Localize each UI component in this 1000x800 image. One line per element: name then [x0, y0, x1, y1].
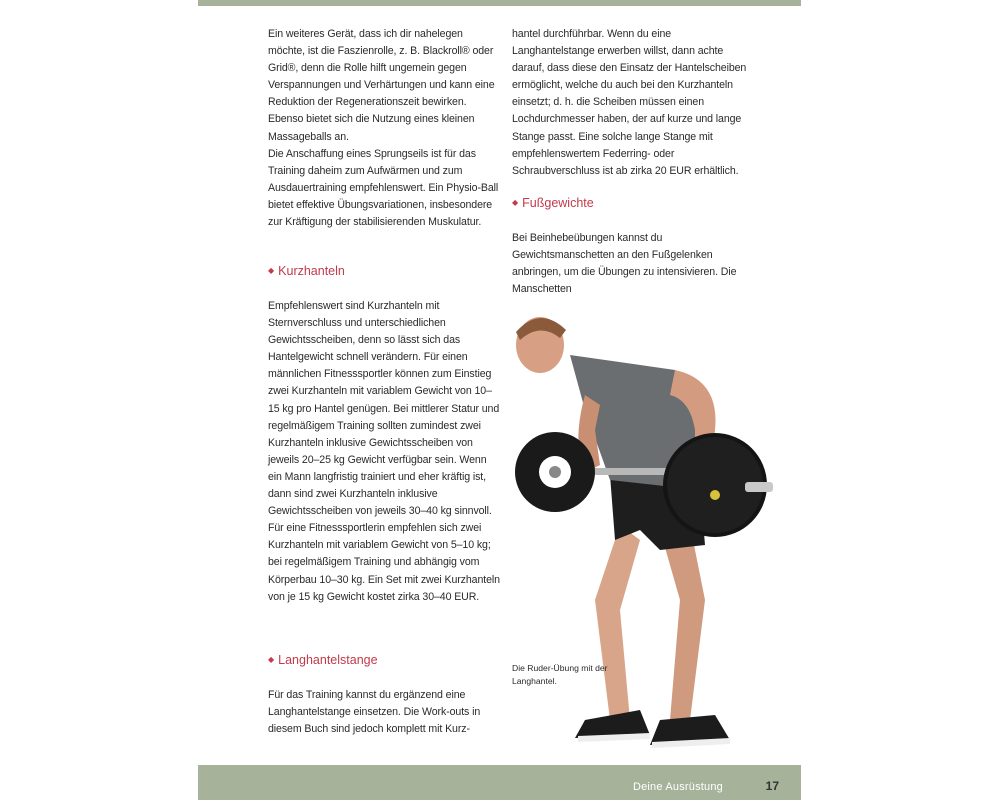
photo-caption: Die Ruder-Übung mit der Langhantel. [512, 663, 608, 686]
sprungseil-paragraph: Die Anschaffung eines Sprungseils ist für das Training daheim zum Aufwärmen und zum Ausdauertraining empfehlenswert. Ein Physio-Ball bietet effektive Übungsvariationen, insbesondere zur Kräftigung der stabilisierenden Muskulatur. [268, 147, 499, 229]
top-band [198, 0, 801, 6]
langhantel-continued-block [512, 26, 748, 180]
page-number: 17 [765, 779, 779, 793]
kurzhanteln-heading [268, 263, 345, 281]
langhantel-heading-label: Langhantelstange [278, 653, 378, 667]
langhantel-heading [268, 652, 378, 670]
langhantel-continued-paragraph: hantel durchführbar. Wenn du eine Langhantelstange erwerben willst, dann achte darauf, dass diese den Einsatz der Hantelscheiben ermöglicht, welche du auch bei den Kurzhanteln einsetzt; d. h. die Scheiben müssen einen Lochdurchmesser haben, der auf kurze und lange Stange passt. Eine solche lange Stange mit empfehlenswertem Federring- oder Schraubverschluss ist ab zirka 20 EUR erhältlich. [512, 28, 747, 177]
kurzhanteln-heading-label: Kurzhanteln [278, 264, 345, 278]
footer-band [198, 765, 801, 800]
fussgewichte-paragraph: Bei Beinhebeübungen kannst du Gewichtsmanschetten an den Fußgelenken anbringen, um die Übungen zu intensivieren. Die Manschetten [512, 232, 737, 296]
diamond-bullet-icon: ◆ [512, 198, 519, 207]
fussgewichte-heading-label: Fußgewichte [522, 196, 594, 210]
diamond-bullet-icon: ◆ [268, 655, 275, 664]
langhantel-paragraph: Für das Training kannst du ergänzend eine Langhantelstange einsetzen. Die Work-outs in diesem Buch sind jedoch komplett mit Kurz- [268, 689, 481, 736]
footer-section-label: Deine Ausrüstung [632, 781, 723, 793]
kurzhanteln-text-block [268, 298, 500, 606]
fussgewichte-heading [512, 195, 594, 213]
langhantel-text-block [268, 687, 500, 738]
faszienrolle-paragraph: Ein weiteres Gerät, dass ich dir nahelegen möchte, ist die Faszienrolle, z. B. Blackroll® oder Grid®, denn die Rolle hilft ungemein gegen Verspannungen und Verhärtungen und kann eine Reduktion der Regenerationszeit bewirken. Ebenso bietet sich die Nutzung eines kleinen Massageballs an. [268, 28, 495, 143]
diamond-bullet-icon: ◆ [268, 266, 275, 275]
fussgewichte-text-block [512, 230, 748, 298]
intro-text-block [268, 26, 500, 231]
kurzhanteln-paragraph: Empfehlenswert sind Kurzhanteln mit Sternverschluss und unterschiedlichen Gewichtsscheiben, denn so lässt sich das Hantelgewicht schnell verändern. Für einen männlichen Fitnesssportler können zum Einstieg zwei Kurzhanteln mit variablem Gewicht von 10–15 kg pro Hantel genügen. Bei mittlerer Statur und regelmäßigem Training sollten zumindest zwei Kurzhanteln inklusive Gewichtsscheiben von jeweils 20–25 kg Gewicht verfügbar sein. Wenn ein Mann langfristig trainiert und eher kräftig ist, dann sind zwei Kurzhanteln inklusive Gewichtsscheiben von jeweils 30–40 kg sinnvoll. Für eine Fitnesssportlerin empfehlen sich zwei Kurzhanteln mit variablem Gewicht von 5–10 kg; bei regelmäßigem Training und abhängig vom Körperbau 10–30 kg. Ein Set mit zwei Kurzhanteln von je 15 kg Gewicht kostet zirka 30–40 EUR. [268, 300, 500, 603]
barbell-row-photo [490, 300, 790, 770]
